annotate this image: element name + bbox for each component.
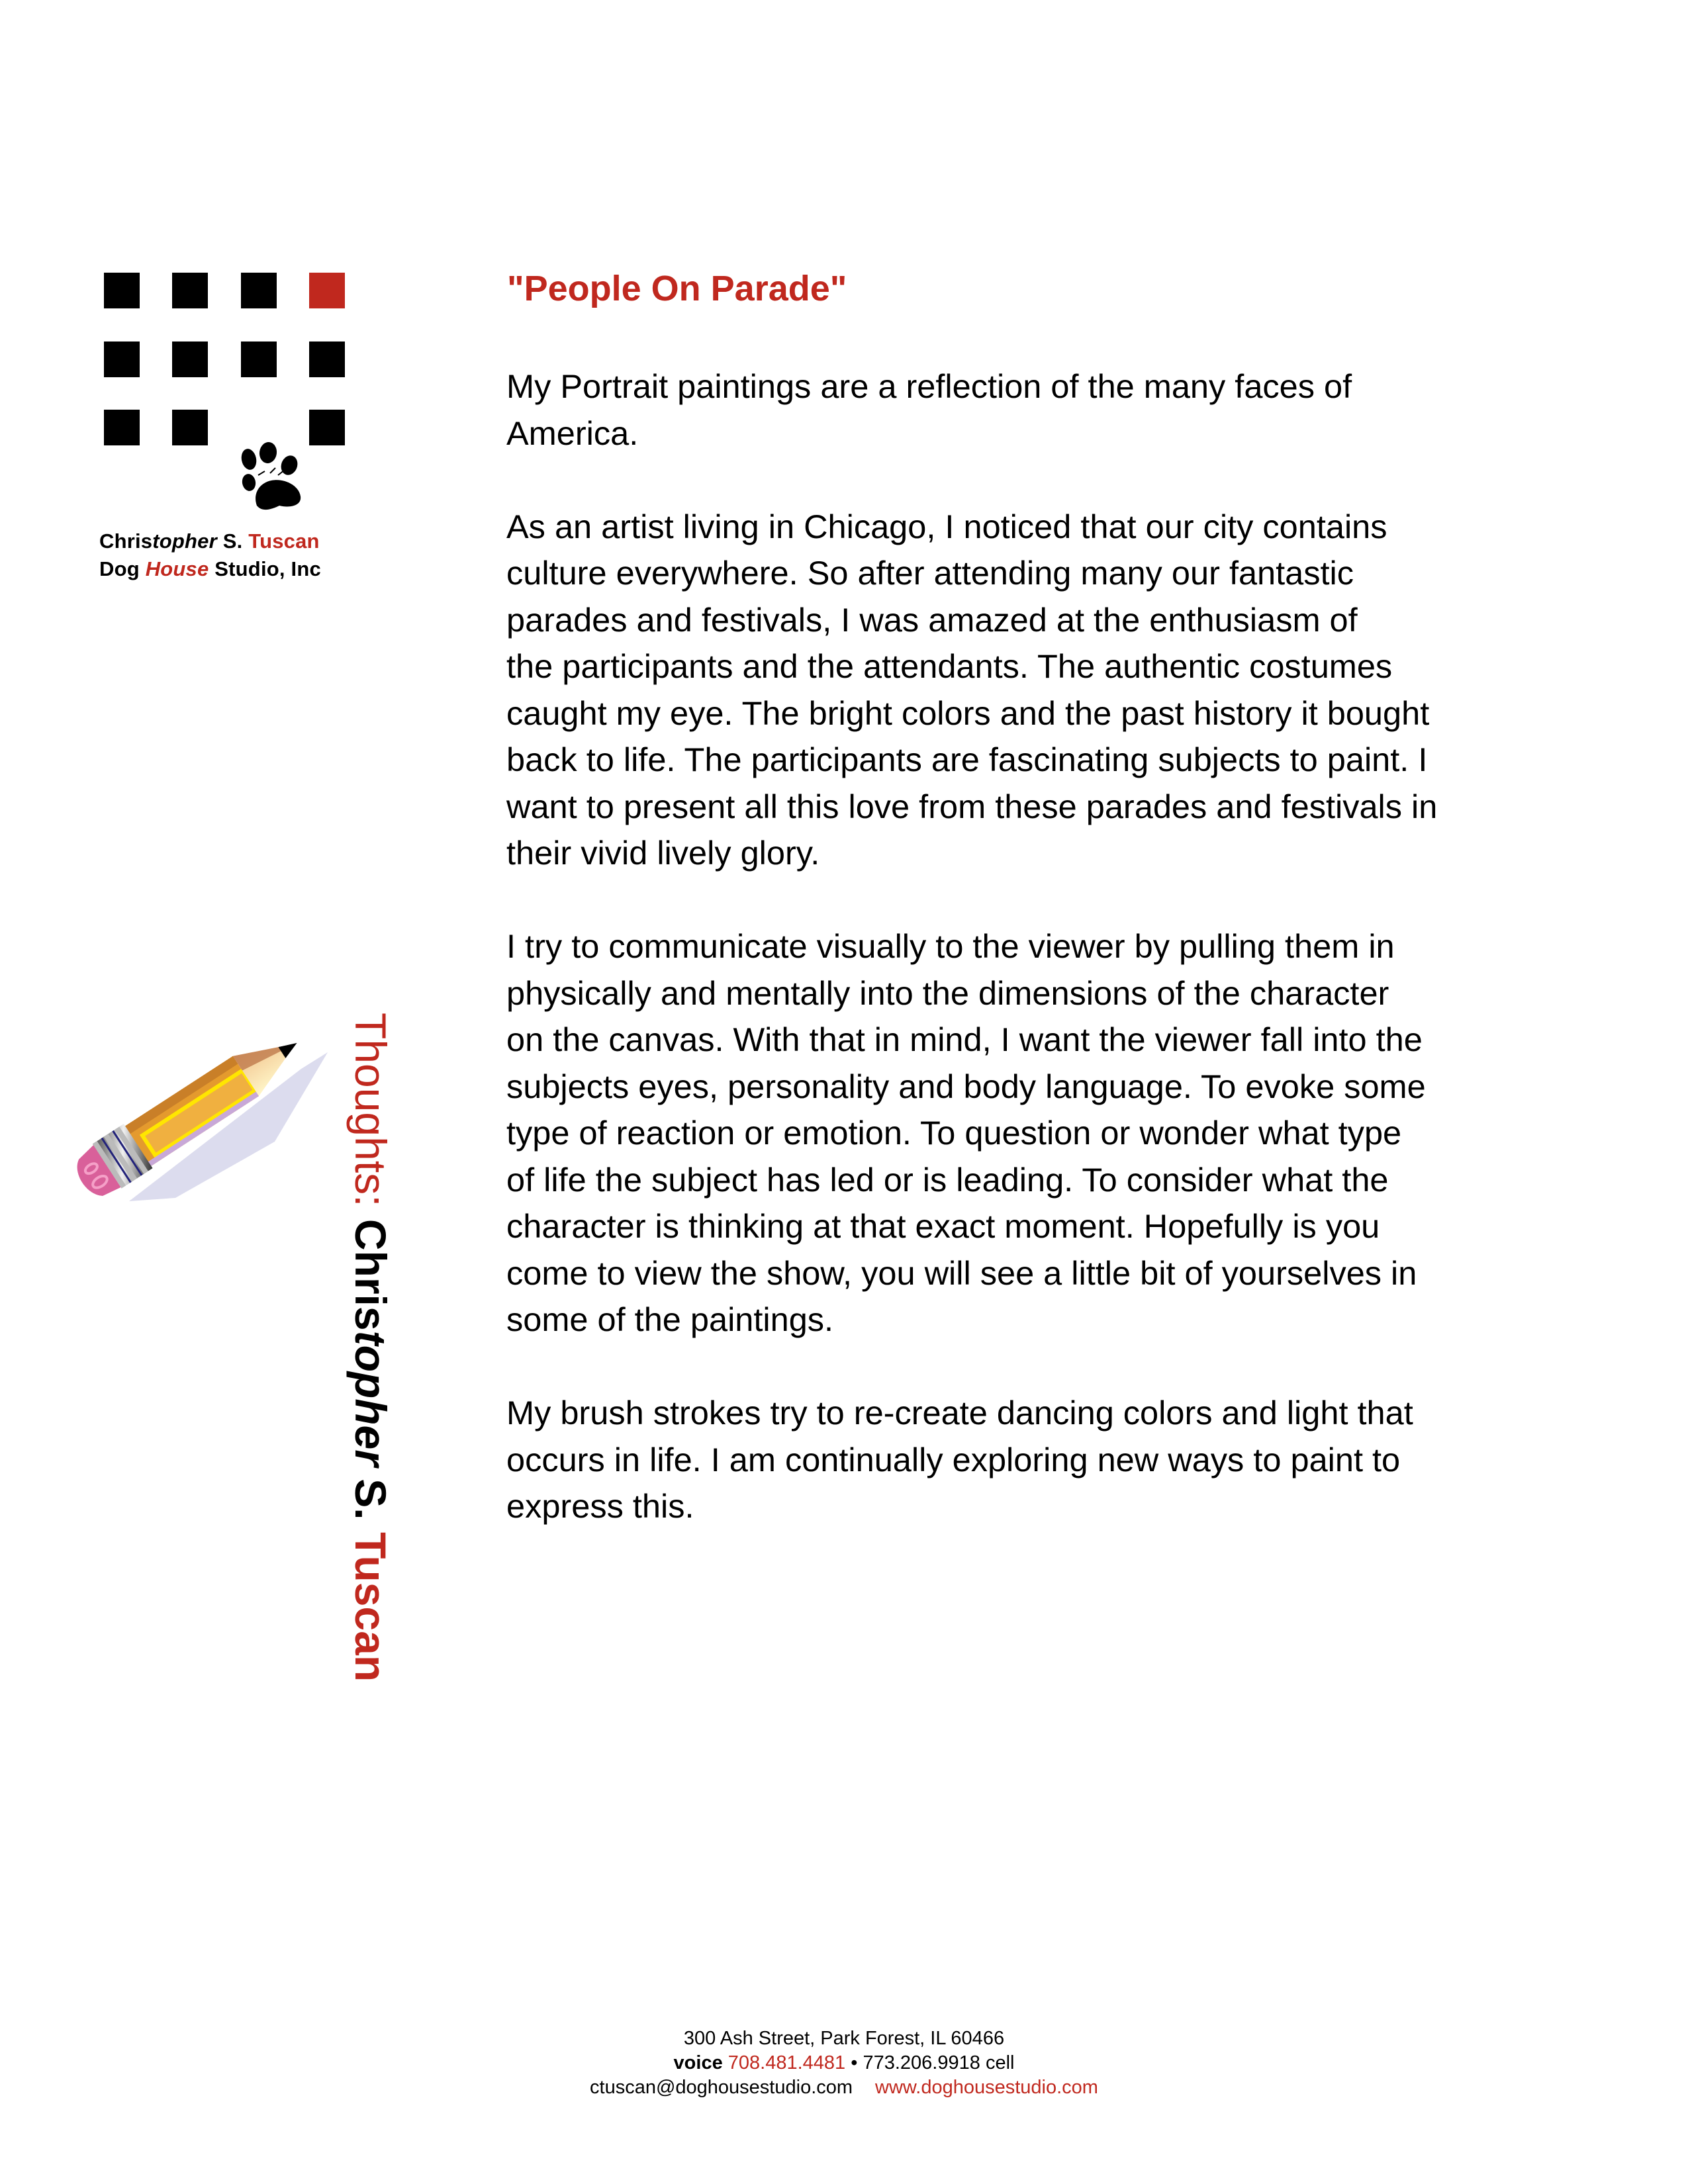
paragraph-line: type of reaction or emotion. To question or wonder what type [506, 1114, 1402, 1152]
logo-square [104, 341, 140, 377]
vertical-artist-name: Christopher S. Tuscan [346, 1218, 395, 1682]
artist-statement [506, 363, 1437, 1576]
logo-square [241, 341, 277, 377]
paragraph [506, 1390, 1437, 1530]
paragraph [506, 923, 1437, 1343]
logo-square [309, 410, 345, 445]
vertical-thoughts-heading [346, 1013, 395, 1682]
website-link[interactable]: www.doghousestudio.com [875, 2077, 1098, 2098]
phone-line: voice 708.481.4481 • 773.206.9918 cell [673, 2052, 1015, 2073]
logo-square [172, 341, 208, 377]
logo-studio-name: Dog House Studio, Inc [99, 557, 321, 580]
paragraph-line: their vivid lively glory. [506, 834, 820, 872]
logo-square [309, 273, 345, 308]
logo-text [99, 527, 321, 583]
email-link[interactable]: ctuscan@doghousestudio.com [590, 2077, 853, 2098]
bullet: • [851, 2052, 858, 2073]
paragraph-line: express this. [506, 1487, 694, 1525]
logo-square [241, 273, 277, 308]
paragraph-line: My brush strokes try to re-create dancing colors and light that [506, 1394, 1413, 1432]
voice-number[interactable]: 708.481.4481 [727, 2052, 846, 2073]
paragraph-line: caught my eye. The bright colors and the past history it bought [506, 694, 1430, 732]
logo-square [172, 273, 208, 308]
logo-grid [104, 273, 345, 445]
logo-square [172, 410, 208, 445]
logo-square [309, 341, 345, 377]
paragraph-line: of life the subject has led or is leading. To consider what the [506, 1160, 1389, 1199]
logo-artist-name: Christopher S. Tuscan [99, 529, 320, 553]
paragraph-line: culture everywhere. So after attending many our fantastic [506, 554, 1354, 592]
paragraph-line: back to life. The participants are fascinating subjects to paint. I [506, 741, 1428, 778]
paragraph-line: the participants and the attendants. The authentic costumes [506, 647, 1393, 685]
paragraph-line: occurs in life. I am continually exploring new ways to paint to [506, 1440, 1401, 1479]
paragraph-line: come to view the show, you will see a little bit of yourselves in [506, 1253, 1417, 1292]
thoughts-label: Thoughts: [346, 1013, 395, 1207]
paragraph-line: As an artist living in Chicago, I noticed that our city contains [506, 507, 1387, 545]
paragraph-line: America. [506, 414, 639, 452]
paragraph-line: subjects eyes, personality and body language. To evoke some [506, 1067, 1426, 1105]
address: 300 Ash Street, Park Forest, IL 60466 [683, 2028, 1005, 2049]
paw-print-icon [238, 437, 305, 513]
paragraph-line: want to present all this love from these parades and festivals in [506, 787, 1438, 825]
paragraph-line: some of the paintings. [506, 1300, 834, 1338]
page-title: "People On Parade" [507, 269, 847, 308]
paragraph-line: on the canvas. With that in mind, I want the viewer fall into the [506, 1021, 1423, 1058]
paragraph-line: character is thinking at that exact moment. Hopefully is you [506, 1207, 1380, 1245]
paragraph-line: parades and festivals, I was amazed at the enthusiasm of [506, 600, 1358, 639]
paragraph-line: I try to communicate visually to the viewer by pulling them in [506, 927, 1395, 965]
paragraph [506, 504, 1437, 877]
web-line [0, 2075, 1688, 2100]
pencil-icon [76, 1023, 328, 1208]
cell-number[interactable]: 773.206.9918 [863, 2052, 980, 2073]
logo-square [104, 273, 140, 308]
paragraph-line: physically and mentally into the dimensions of the character [506, 974, 1389, 1012]
paragraph-line: My Portrait paintings are a reflection of the many faces of [506, 367, 1352, 405]
paragraph [506, 363, 1437, 457]
contact-footer [0, 2026, 1688, 2100]
logo-square [104, 410, 140, 445]
